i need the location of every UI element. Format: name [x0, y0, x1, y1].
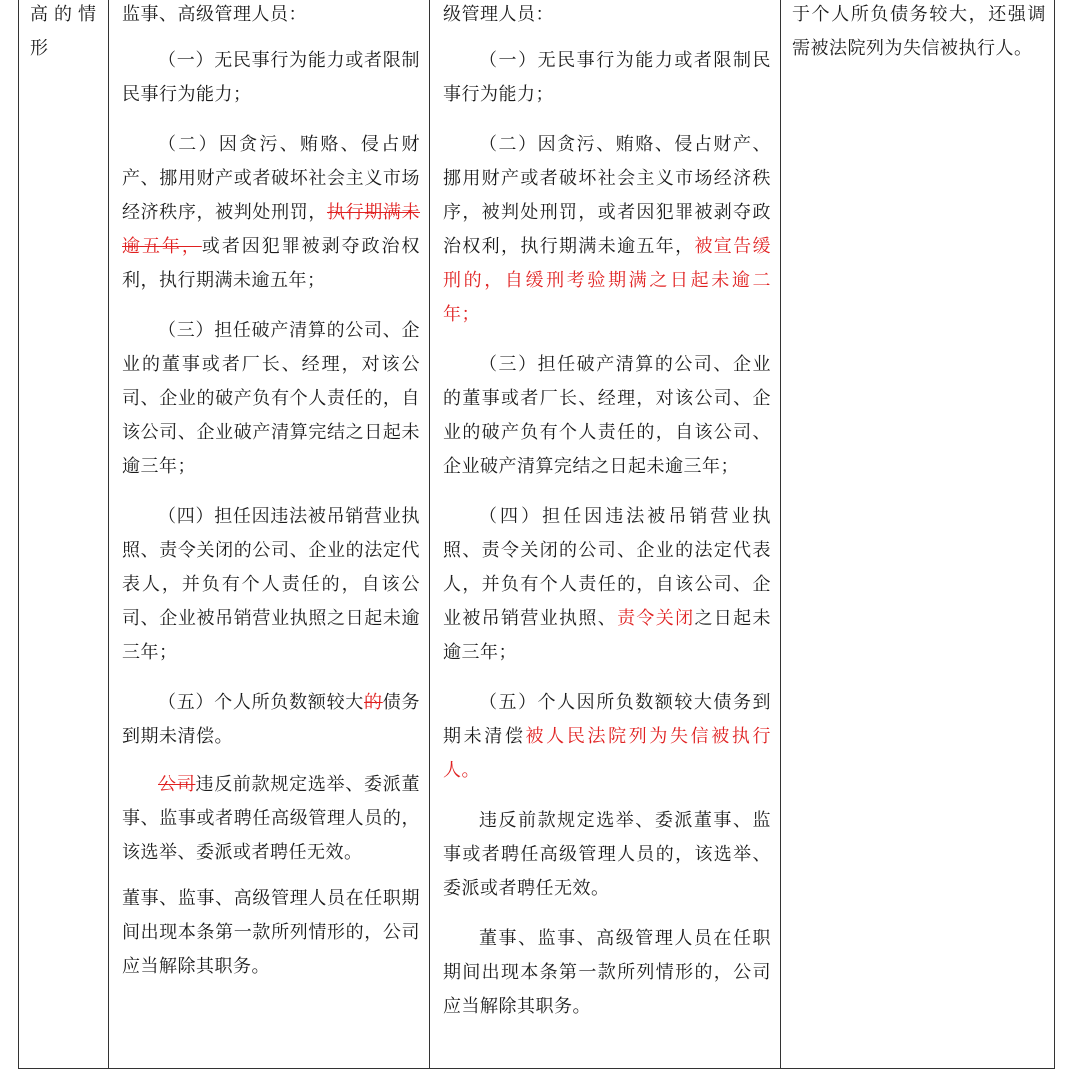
original-paragraph-2-text: 违反前款规定选举、委派董事、监事或者聘任高级管理人员的，该选举、委派或者聘任无效。: [122, 774, 421, 863]
original-paragraph-3: 董事、监事、高级管理人员在任职期间出现本条第一款所列情形的，公司应当解除其职务。: [122, 888, 420, 977]
added-text: 被宣告缓刑的，自缓刑考验期满之日起未逾二年；: [443, 236, 771, 325]
revised-paragraph-3: 董事、监事、高级管理人员在任职期间出现本条第一款所列情形的，公司应当解除其职务。: [443, 928, 771, 1017]
revised-item-4: [443, 500, 771, 670]
category-cell: [30, 0, 102, 66]
original-item-2: [122, 128, 420, 298]
revised-item-5: [443, 686, 771, 788]
category-text-line2: 形: [30, 38, 49, 59]
revised-paragraph-2: 违反前款规定选举、委派董事、监事或者聘任高级管理人员的，该选举、委派或者聘任无效。: [443, 810, 771, 899]
revised-item-1: （一）无民事行为能力或者限制民事行为能力；: [443, 50, 771, 105]
deleted-text: 执行期满未逾五年，: [122, 202, 421, 257]
original-item-1: （一）无民事行为能力或者限制民事行为能力；: [122, 50, 420, 105]
revised-item-4-tail: 之日起未逾三年；: [443, 608, 771, 663]
original-item-2-text: （二）因贪污、贿赂、侵占财产、挪用财产或者破坏社会主义市场经济秩序，被判处刑罚，: [122, 134, 420, 223]
added-text: 责令关闭: [617, 608, 695, 629]
original-item-2-tail: 或者因犯罪被剥夺政治权利，执行期满未逾五年；: [122, 236, 421, 291]
original-item-5: [122, 686, 420, 754]
original-item-4: （四）担任因违法被吊销营业执照、责令关闭的公司、企业的法定代表人，并负有个人责任的，自该公司、企业被吊销营业执照之日起未逾三年；: [122, 506, 420, 663]
deleted-text: 的: [364, 692, 383, 713]
original-item-5-text: （五）个人所负数额较大: [158, 692, 365, 713]
table-border-right: [1054, 0, 1055, 1069]
revised-item-4-text: （四）担任因违法被吊销营业执照、责令关闭的公司、企业的法定代表人，并负有个人责任的，自该公司、企业被吊销营业执照、: [443, 506, 771, 629]
column-divider-2: [429, 0, 430, 1069]
added-text: 被人民法院列为失信被执行人。: [443, 726, 772, 781]
commentary-text: 于个人所负债务较大，还强调需被法院列为失信被执行人。: [792, 4, 1046, 59]
original-text-cell: [122, 0, 420, 984]
commentary-cell: [792, 0, 1046, 66]
original-item-3: （三）担任破产清算的公司、企业的董事或者厂长、经理，对该公司、企业的破产负有个人责任的，自该公司、企业破产清算完结之日起未逾三年；: [122, 320, 420, 477]
revised-item-3: （三）担任破产清算的公司、企业的董事或者厂长、经理，对该公司、企业的破产负有个人责任的，自该公司、企业破产清算完结之日起未逾三年；: [443, 354, 771, 477]
revised-item-5-text: （五）个人因所负数额较大债务到期未清偿: [443, 692, 771, 747]
table-border-left: [18, 0, 19, 1069]
revised-text-cell: [443, 0, 771, 1024]
original-item-5-tail: 债务到期未清偿。: [122, 692, 421, 747]
category-text-line1: 高的情: [30, 4, 102, 25]
revised-item-2-text: （二）因贪污、贿赂、侵占财产、挪用财产或者破坏社会主义市场经济秩序，被判处刑罚，或者因犯罪被剥夺政治权利，执行期满未逾五年，: [443, 134, 771, 257]
column-divider-1: [108, 0, 109, 1069]
table-border-bottom: [18, 1068, 1055, 1069]
revised-item-2: [443, 128, 771, 332]
column-divider-3: [780, 0, 781, 1069]
deleted-text: 公司: [158, 774, 196, 795]
revised-intro: 级管理人员：: [443, 4, 554, 25]
original-intro: 监事、高级管理人员：: [122, 4, 307, 25]
original-paragraph-2: [122, 768, 420, 870]
